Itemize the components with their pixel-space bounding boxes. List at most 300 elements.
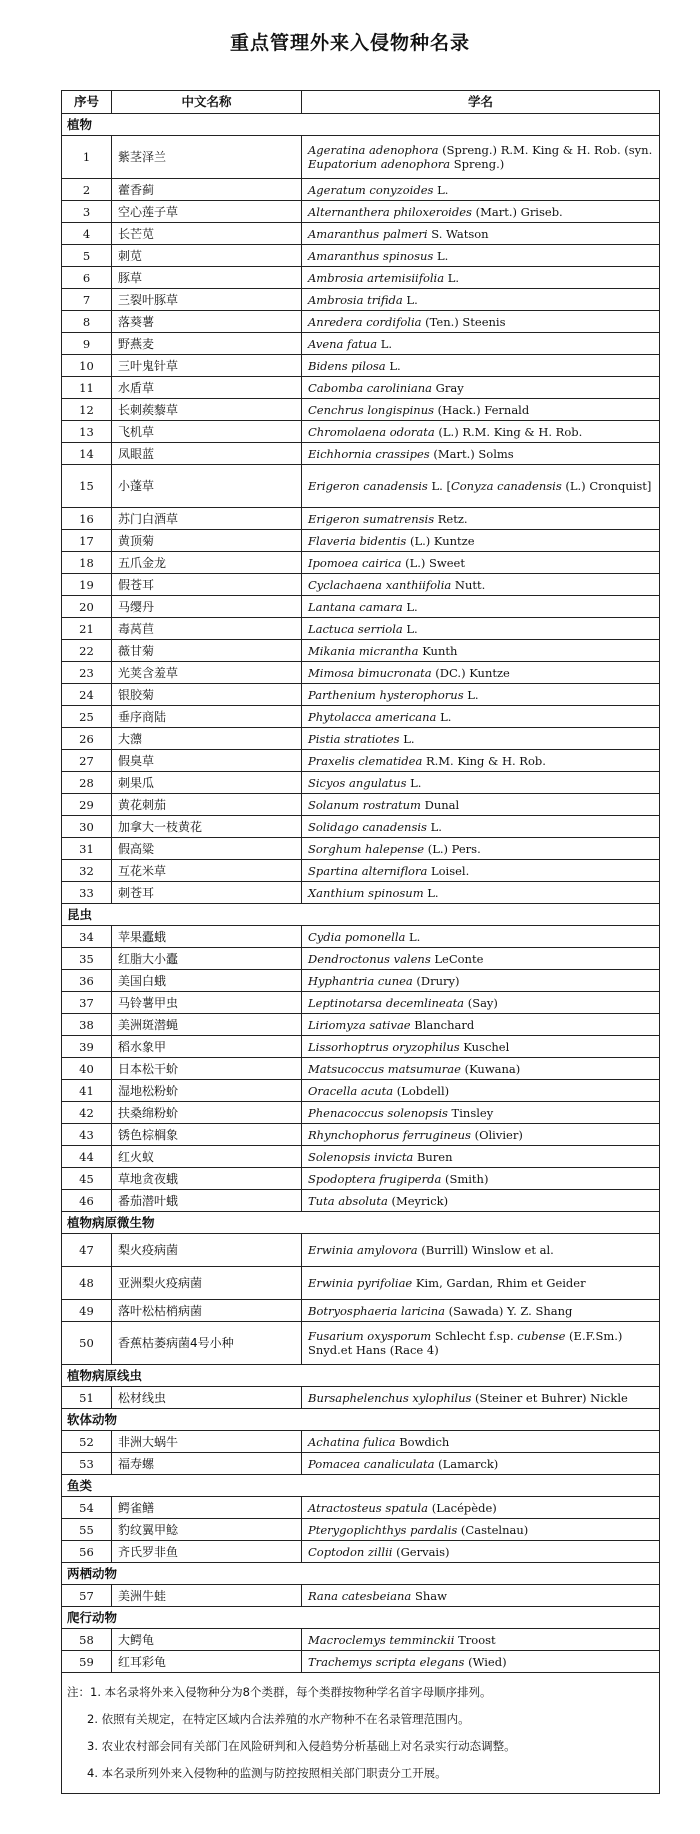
- chinese-name: 大薸: [112, 728, 302, 750]
- note-line: 2. 依照有关规定，在特定区域内合法养殖的水产物种不在名录管理范围内。: [87, 1712, 470, 1726]
- scientific-name-italic: Lissorhoptrus oryzophilus: [308, 1039, 460, 1054]
- scientific-name-italic: Eichhornia crassipes: [308, 446, 430, 461]
- scientific-name: [302, 926, 660, 948]
- row-number: 55: [62, 1519, 112, 1541]
- row-number: 41: [62, 1080, 112, 1102]
- chinese-name: 长芒苋: [112, 223, 302, 245]
- table-row: [62, 443, 660, 465]
- table-row: [62, 1629, 660, 1651]
- scientific-name: [302, 1300, 660, 1322]
- scientific-name: [302, 1267, 660, 1300]
- chinese-name: 垂序商陆: [112, 706, 302, 728]
- table-row: [62, 838, 660, 860]
- chinese-name: 美洲牛蛙: [112, 1585, 302, 1607]
- scientific-name-authority: (Meyrick): [387, 1193, 449, 1208]
- scientific-name: [302, 970, 660, 992]
- table-row: [62, 1014, 660, 1036]
- scientific-name: [302, 289, 660, 311]
- row-number: 29: [62, 794, 112, 816]
- table-row: [62, 596, 660, 618]
- table-row: [62, 223, 660, 245]
- scientific-name-italic: Eupatorium adenophora: [308, 157, 451, 171]
- table-body: [62, 114, 660, 1794]
- scientific-name-authority: Bowdich: [395, 1434, 450, 1449]
- scientific-name-italic: Ipomoea cairica: [308, 555, 402, 570]
- row-number: 27: [62, 750, 112, 772]
- scientific-name-authority: (Lobdell): [393, 1083, 450, 1098]
- scientific-name-authority: L.: [402, 621, 418, 636]
- row-number: 58: [62, 1629, 112, 1651]
- chinese-name: 红耳彩龟: [112, 1651, 302, 1673]
- scientific-name: [302, 750, 660, 772]
- row-number: 46: [62, 1190, 112, 1212]
- scientific-name-italic: Atractosteus spatula: [308, 1500, 429, 1515]
- scientific-name-italic: Cenchrus longispinus: [308, 402, 435, 417]
- scientific-name: [302, 508, 660, 530]
- scientific-name: [302, 1058, 660, 1080]
- scientific-name-italic: Macroclemys temminckii: [308, 1632, 455, 1647]
- chinese-name: 假高粱: [112, 838, 302, 860]
- category-label: 植物病原微生物: [62, 1212, 660, 1234]
- category-label: 植物: [62, 114, 660, 136]
- scientific-name: [302, 1585, 660, 1607]
- row-number: 23: [62, 662, 112, 684]
- scientific-name: [302, 1102, 660, 1124]
- scientific-name: [302, 1431, 660, 1453]
- scientific-name: [302, 1453, 660, 1475]
- scientific-name-authority: L.: [426, 819, 442, 834]
- scientific-name: [302, 1629, 660, 1651]
- scientific-name-italic: Erwinia pyrifoliae: [308, 1276, 413, 1290]
- chinese-name: 黄顶菊: [112, 530, 302, 552]
- row-number: 54: [62, 1497, 112, 1519]
- note-line: 3. 农业农村部会同有关部门在风险研判和入侵趋势分析基础上对名录实行动态调整。: [87, 1739, 516, 1753]
- scientific-name: [302, 552, 660, 574]
- scientific-name-italic: Fusarium oxysporum: [308, 1329, 432, 1343]
- table-row: [62, 706, 660, 728]
- row-number: 28: [62, 772, 112, 794]
- scientific-name: [302, 1036, 660, 1058]
- scientific-name: [302, 333, 660, 355]
- row-number: 38: [62, 1014, 112, 1036]
- scientific-name-italic: Solenopsis invicta: [308, 1149, 414, 1164]
- row-number: 9: [62, 333, 112, 355]
- row-number: 12: [62, 399, 112, 421]
- row-number: 16: [62, 508, 112, 530]
- table-row: [62, 684, 660, 706]
- scientific-name-italic: Mikania micrantha: [308, 643, 419, 658]
- scientific-name: [302, 223, 660, 245]
- table-row: [62, 926, 660, 948]
- chinese-name: 假臭草: [112, 750, 302, 772]
- chinese-name: 齐氏罗非鱼: [112, 1541, 302, 1563]
- scientific-name-authority: L.: [433, 182, 449, 197]
- species-table: [61, 90, 660, 1794]
- scientific-name-italic: cubense: [517, 1329, 566, 1343]
- scientific-name-italic: Botryosphaeria laricina: [308, 1303, 446, 1318]
- scientific-name-italic: Amaranthus palmeri: [308, 226, 428, 241]
- table-row: [62, 333, 660, 355]
- scientific-name: [302, 1168, 660, 1190]
- chinese-name: 飞机草: [112, 421, 302, 443]
- category-label: 爬行动物: [62, 1607, 660, 1629]
- scientific-name-italic: Cydia pomonella: [308, 929, 406, 944]
- chinese-name: 红火蚁: [112, 1146, 302, 1168]
- table-row: [62, 794, 660, 816]
- table-row: [62, 948, 660, 970]
- scientific-name: [302, 1080, 660, 1102]
- scientific-name: [302, 1190, 660, 1212]
- scientific-name: [302, 948, 660, 970]
- table-row: [62, 136, 660, 179]
- chinese-name: 银胶菊: [112, 684, 302, 706]
- category-row: [62, 1212, 660, 1234]
- table-row: [62, 1322, 660, 1365]
- scientific-name-authority: R.M. King & H. Rob.: [422, 753, 546, 768]
- table-row: [62, 772, 660, 794]
- scientific-name: [302, 596, 660, 618]
- scientific-name-italic: Pistia stratiotes: [308, 731, 400, 746]
- table-row: [62, 992, 660, 1014]
- scientific-name-authority: (Sawada) Y. Z. Shang: [445, 1303, 573, 1318]
- chinese-name: 水盾草: [112, 377, 302, 399]
- scientific-name-authority: (Mart.) Griseb.: [471, 204, 563, 219]
- table-row: [62, 245, 660, 267]
- table-row: [62, 1541, 660, 1563]
- row-number: 18: [62, 552, 112, 574]
- chinese-name: 刺苍耳: [112, 882, 302, 904]
- scientific-name-authority: Shaw: [411, 1588, 447, 1603]
- row-number: 2: [62, 179, 112, 201]
- table-row: [62, 1585, 660, 1607]
- category-row: [62, 1365, 660, 1387]
- scientific-name-authority: S. Watson: [427, 226, 489, 241]
- scientific-name: [302, 574, 660, 596]
- scientific-name-authority: L.: [385, 358, 401, 373]
- scientific-name-authority: (Burrill) Winslow et al.: [417, 1243, 554, 1257]
- row-number: 57: [62, 1585, 112, 1607]
- scientific-name: [302, 311, 660, 333]
- row-number: 4: [62, 223, 112, 245]
- scientific-name-authority: L.: [377, 336, 393, 351]
- row-number: 43: [62, 1124, 112, 1146]
- chinese-name: 五爪金龙: [112, 552, 302, 574]
- scientific-name: [302, 992, 660, 1014]
- scientific-name-italic: Ambrosia trifida: [308, 292, 403, 307]
- scientific-name-authority: L. [: [427, 479, 451, 493]
- scientific-name-italic: Pterygoplichthys pardalis: [308, 1522, 458, 1537]
- scientific-name-italic: Dendroctonus valens: [308, 951, 431, 966]
- scientific-name-italic: Ageratina adenophora: [308, 143, 439, 157]
- scientific-name-italic: Lactuca serriola: [308, 621, 403, 636]
- scientific-name: [302, 1497, 660, 1519]
- table-row: [62, 1146, 660, 1168]
- chinese-name: 番茄潜叶蛾: [112, 1190, 302, 1212]
- row-number: 35: [62, 948, 112, 970]
- row-number: 37: [62, 992, 112, 1014]
- table-row: [62, 399, 660, 421]
- table-row: [62, 1651, 660, 1673]
- scientific-name-italic: Phenacoccus solenopsis: [308, 1105, 448, 1120]
- scientific-name-authority: Gray: [432, 380, 464, 395]
- scientific-name-italic: Cyclachaena xanthiifolia: [308, 577, 452, 592]
- chinese-name: 美国白蛾: [112, 970, 302, 992]
- scientific-name-authority: Troost: [454, 1632, 496, 1647]
- scientific-name: [302, 640, 660, 662]
- scientific-name-authority: (Steiner et Buhrer) Nickle: [471, 1390, 628, 1405]
- scientific-name: [302, 794, 660, 816]
- scientific-name-authority: (Castelnau): [457, 1522, 529, 1537]
- scientific-name-authority: (E.F.Sm.) Snyd.et Hans (Race 4): [308, 1329, 623, 1357]
- scientific-name-authority: Retz.: [434, 511, 468, 526]
- category-label: 昆虫: [62, 904, 660, 926]
- row-number: 34: [62, 926, 112, 948]
- row-number: 3: [62, 201, 112, 223]
- scientific-name-italic: Hyphantria cunea: [308, 973, 413, 988]
- scientific-name: [302, 355, 660, 377]
- scientific-name-authority: (Kuwana): [460, 1061, 521, 1076]
- scientific-name: [302, 465, 660, 508]
- scientific-name-authority: Dunal: [420, 797, 460, 812]
- category-row: [62, 904, 660, 926]
- row-number: 7: [62, 289, 112, 311]
- scientific-name-italic: Lantana camara: [308, 599, 403, 614]
- scientific-name-italic: Avena fatua: [308, 336, 378, 351]
- scientific-name-authority: (Olivier): [470, 1127, 523, 1142]
- table-row: [62, 552, 660, 574]
- scientific-name-italic: Achatina fulica: [308, 1434, 396, 1449]
- chinese-name: 苏门白酒草: [112, 508, 302, 530]
- scientific-name-authority: (Drury): [412, 973, 460, 988]
- table-row: [62, 530, 660, 552]
- row-number: 15: [62, 465, 112, 508]
- row-number: 59: [62, 1651, 112, 1673]
- chinese-name: 马缨丹: [112, 596, 302, 618]
- scientific-name-italic: Sicyos angulatus: [308, 775, 407, 790]
- table-row: [62, 311, 660, 333]
- scientific-name: [302, 618, 660, 640]
- scientific-name-authority: (Mart.) Solms: [429, 446, 514, 461]
- scientific-name-authority: Kim, Gardan, Rhim et Geider: [412, 1276, 586, 1290]
- chinese-name: 刺果瓜: [112, 772, 302, 794]
- scientific-name: [302, 772, 660, 794]
- note-line: 4. 本名录所列外来入侵物种的监测与防控按照相关部门职责分工开展。: [87, 1766, 447, 1780]
- scientific-name-authority: Tinsley: [447, 1105, 494, 1120]
- scientific-name: [302, 1124, 660, 1146]
- table-header-row: [62, 91, 660, 114]
- scientific-name: [302, 838, 660, 860]
- scientific-name: [302, 1541, 660, 1563]
- chinese-name: 松材线虫: [112, 1387, 302, 1409]
- table-row: [62, 750, 660, 772]
- chinese-name: 香蕉枯萎病菌4号小种: [112, 1322, 302, 1365]
- chinese-name: 草地贪夜蛾: [112, 1168, 302, 1190]
- scientific-name-authority: Spreng.): [450, 157, 505, 171]
- category-row: [62, 1607, 660, 1629]
- scientific-name-authority: Kunth: [418, 643, 458, 658]
- chinese-name: 落叶松枯梢病菌: [112, 1300, 302, 1322]
- scientific-name-italic: Erigeron canadensis: [308, 479, 428, 493]
- chinese-name: 锈色棕榈象: [112, 1124, 302, 1146]
- chinese-name: 光荚含羞草: [112, 662, 302, 684]
- scientific-name-authority: (L.) Cronquist]: [561, 479, 652, 493]
- row-number: 31: [62, 838, 112, 860]
- row-number: 39: [62, 1036, 112, 1058]
- chinese-name: 长刺蒺藜草: [112, 399, 302, 421]
- row-number: 42: [62, 1102, 112, 1124]
- scientific-name-authority: L.: [402, 292, 418, 307]
- category-label: 软体动物: [62, 1409, 660, 1431]
- scientific-name-authority: L.: [423, 885, 439, 900]
- scientific-name: [302, 245, 660, 267]
- scientific-name-authority: (Smith): [441, 1171, 489, 1186]
- chinese-name: 三裂叶豚草: [112, 289, 302, 311]
- table-row: [62, 1080, 660, 1102]
- row-number: 40: [62, 1058, 112, 1080]
- scientific-name: [302, 1651, 660, 1673]
- chinese-name: 福寿螺: [112, 1453, 302, 1475]
- scientific-name-italic: Ageratum conyzoides: [308, 182, 434, 197]
- chinese-name: 三叶鬼针草: [112, 355, 302, 377]
- chinese-name: 黄花刺茄: [112, 794, 302, 816]
- chinese-name: 加拿大一枝黄花: [112, 816, 302, 838]
- scientific-name: [302, 179, 660, 201]
- row-number: 49: [62, 1300, 112, 1322]
- table-row: [62, 465, 660, 508]
- table-row: [62, 1058, 660, 1080]
- chinese-name: 苹果蠹蛾: [112, 926, 302, 948]
- table-row: [62, 179, 660, 201]
- category-label: 植物病原线虫: [62, 1365, 660, 1387]
- chinese-name: 马铃薯甲虫: [112, 992, 302, 1014]
- table-row: [62, 1497, 660, 1519]
- scientific-name-italic: Praxelis clematidea: [308, 753, 423, 768]
- chinese-name: 红脂大小蠹: [112, 948, 302, 970]
- table-row: [62, 1300, 660, 1322]
- scientific-name: [302, 706, 660, 728]
- table-row: [62, 970, 660, 992]
- table-row: [62, 1453, 660, 1475]
- table-row: [62, 508, 660, 530]
- scientific-name-authority: (Wied): [464, 1654, 507, 1669]
- table-row: [62, 1102, 660, 1124]
- scientific-name-italic: Flaveria bidentis: [308, 533, 407, 548]
- row-number: 47: [62, 1234, 112, 1267]
- scientific-name: [302, 1014, 660, 1036]
- chinese-name: 空心莲子草: [112, 201, 302, 223]
- table-row: [62, 640, 660, 662]
- scientific-name: [302, 728, 660, 750]
- scientific-name-authority: (Gervais): [392, 1544, 450, 1559]
- row-number: 10: [62, 355, 112, 377]
- row-number: 5: [62, 245, 112, 267]
- scientific-name-italic: Parthenium hysterophorus: [308, 687, 464, 702]
- scientific-name-authority: L.: [406, 775, 422, 790]
- scientific-name-italic: Bursaphelenchus xylophilus: [308, 1390, 472, 1405]
- row-number: 25: [62, 706, 112, 728]
- chinese-name: 亚洲梨火疫病菌: [112, 1267, 302, 1300]
- scientific-name-authority: (Say): [464, 995, 498, 1010]
- chinese-name: 落葵薯: [112, 311, 302, 333]
- scientific-name-authority: L.: [444, 270, 460, 285]
- row-number: 13: [62, 421, 112, 443]
- scientific-name-authority: Buren: [413, 1149, 453, 1164]
- scientific-name-authority: Blanchard: [410, 1017, 475, 1032]
- row-number: 14: [62, 443, 112, 465]
- scientific-name: [302, 860, 660, 882]
- scientific-name-authority: (L.) Kuntze: [406, 533, 475, 548]
- chinese-name: 鳄雀鳝: [112, 1497, 302, 1519]
- scientific-name-authority: (Lacépède): [428, 1500, 497, 1515]
- scientific-name-italic: Liriomyza sativae: [308, 1017, 411, 1032]
- scientific-name-italic: Chromolaena odorata: [308, 424, 435, 439]
- scientific-name: [302, 662, 660, 684]
- row-number: 45: [62, 1168, 112, 1190]
- table-row: [62, 1431, 660, 1453]
- table-row: [62, 1234, 660, 1267]
- scientific-name-italic: Tuta absoluta: [308, 1193, 388, 1208]
- table-row: [62, 1387, 660, 1409]
- scientific-name-italic: Alternanthera philoxeroides: [308, 204, 472, 219]
- scientific-name-italic: Erigeron sumatrensis: [308, 511, 435, 526]
- scientific-name-authority: Schlecht f.sp.: [431, 1329, 518, 1343]
- scientific-name-italic: Cabomba caroliniana: [308, 380, 432, 395]
- scientific-name-italic: Solanum rostratum: [308, 797, 421, 812]
- table-row: [62, 201, 660, 223]
- scientific-name: [302, 816, 660, 838]
- chinese-name: 薇甘菊: [112, 640, 302, 662]
- scientific-name-italic: Bidens pilosa: [308, 358, 386, 373]
- scientific-name-authority: L.: [463, 687, 479, 702]
- chinese-name: 美洲斑潜蝇: [112, 1014, 302, 1036]
- row-number: 50: [62, 1322, 112, 1365]
- chinese-name: 梨火疫病菌: [112, 1234, 302, 1267]
- chinese-name: 野燕麦: [112, 333, 302, 355]
- chinese-name: 小蓬草: [112, 465, 302, 508]
- scientific-name-italic: Phytolacca americana: [308, 709, 437, 724]
- scientific-name-authority: (DC.) Kuntze: [431, 665, 510, 680]
- category-label: 两栖动物: [62, 1563, 660, 1585]
- table-row: [62, 860, 660, 882]
- scientific-name-authority: L.: [399, 731, 415, 746]
- scientific-name-authority: L.: [433, 248, 449, 263]
- header-scientific-name: 学名: [302, 91, 660, 114]
- chinese-name: 刺苋: [112, 245, 302, 267]
- table-row: [62, 1168, 660, 1190]
- header-chinese-name: 中文名称: [112, 91, 302, 114]
- table-row: [62, 1519, 660, 1541]
- scientific-name: [302, 1322, 660, 1365]
- scientific-name-authority: (Ten.) Steenis: [421, 314, 506, 329]
- table-row: [62, 421, 660, 443]
- table-row: [62, 377, 660, 399]
- scientific-name-italic: Coptodon zillii: [308, 1544, 393, 1559]
- chinese-name: 豚草: [112, 267, 302, 289]
- scientific-name-italic: Ambrosia artemisiifolia: [308, 270, 445, 285]
- table-row: [62, 1267, 660, 1300]
- table-row: [62, 662, 660, 684]
- scientific-name-authority: (L.) Pers.: [424, 841, 481, 856]
- scientific-name-authority: Nutt.: [451, 577, 486, 592]
- table-row: [62, 618, 660, 640]
- scientific-name: [302, 882, 660, 904]
- chinese-name: 凤眼蓝: [112, 443, 302, 465]
- scientific-name: [302, 377, 660, 399]
- scientific-name-authority: (L.) R.M. King & H. Rob.: [434, 424, 583, 439]
- header-no: 序号: [62, 91, 112, 114]
- scientific-name-italic: Rhynchophorus ferrugineus: [308, 1127, 471, 1142]
- row-number: 17: [62, 530, 112, 552]
